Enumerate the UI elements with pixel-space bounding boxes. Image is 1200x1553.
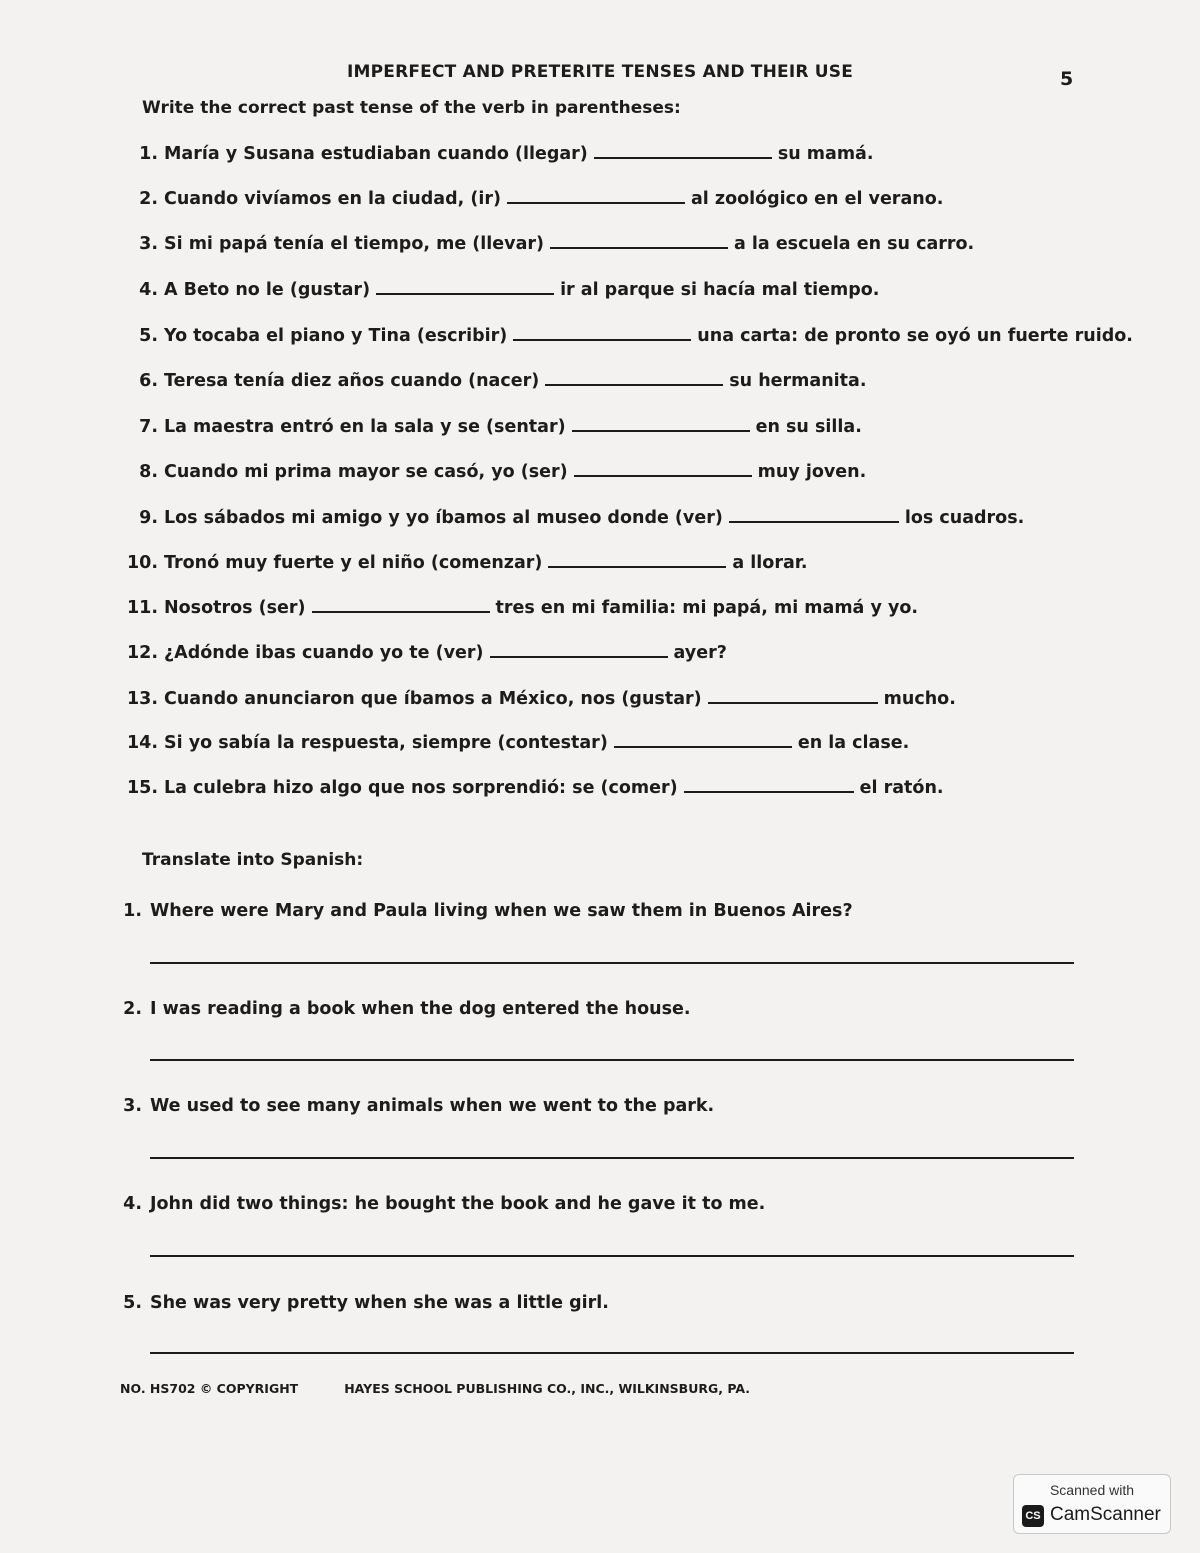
translation-prompt: Where were Mary and Paula living when we saw them in Buenos Aires? [150, 901, 853, 921]
answer-blank[interactable] [550, 233, 728, 249]
exercise-item [118, 596, 918, 620]
translation-prompt: She was very pretty when she was a little girl. [150, 1293, 609, 1313]
exercise-number: 11. [126, 598, 158, 618]
answer-blank[interactable] [614, 732, 792, 748]
translation-prompt: John did two things: he bought the book and he gave it to me. [150, 1194, 766, 1214]
translation-number: 4. [123, 1194, 142, 1214]
exercise-text-after: su mamá. [777, 144, 874, 164]
exercise-text-after: al zoológico en el verano. [690, 189, 944, 209]
page-number: 5 [1060, 68, 1074, 90]
exercise-text-before: Nosotros (ser) [164, 598, 306, 618]
translation-prompt: I was reading a book when the dog entered the house. [150, 999, 691, 1019]
exercise-text-after: en su silla. [755, 417, 862, 437]
exercise-text-after: una carta: de pronto se oyó un fuerte ruido. [697, 326, 1133, 346]
translation-prompt: We used to see many animals when we went to the park. [150, 1096, 715, 1116]
camscanner-brand: CamScanner [1050, 1504, 1161, 1525]
exercise-item [118, 232, 974, 256]
exercise-text-after: el ratón. [859, 778, 944, 798]
exercise-item [118, 187, 943, 211]
exercise-text-after: a llorar. [732, 553, 808, 573]
exercise-text-before: Teresa tenía diez años cuando (nacer) [164, 371, 540, 391]
exercise-text-before: Si yo sabía la respuesta, siempre (contestar) [164, 733, 608, 753]
exercise-text-before: ¿Adónde ibas cuando yo te (ver) [164, 643, 484, 663]
exercise-number: 14. [126, 733, 158, 753]
translation-answer-line[interactable] [150, 1352, 1074, 1354]
translation-item [118, 1096, 714, 1116]
scanned-with-text: Scanned with [1049, 1482, 1135, 1498]
exercise-item [118, 731, 909, 755]
exercise-item [118, 369, 867, 393]
exercise-item [118, 415, 862, 439]
answer-blank[interactable] [708, 688, 878, 704]
exercise-item [118, 278, 879, 302]
exercise-text-before: Tronó muy fuerte y el niño (comenzar) [164, 553, 543, 573]
answer-blank[interactable] [548, 552, 726, 568]
answer-blank[interactable] [490, 642, 668, 658]
exercise-number: 7. [139, 417, 158, 437]
exercise-text-after: mucho. [883, 689, 956, 709]
translation-item [118, 1293, 609, 1313]
translation-answer-line[interactable] [150, 962, 1074, 964]
answer-blank[interactable] [574, 461, 752, 477]
exercise-item [118, 460, 866, 484]
page-title: IMPERFECT AND PRETERITE TENSES AND THEIR USE [346, 62, 854, 82]
exercise-item [118, 506, 1024, 530]
exercise-text-after: en la clase. [797, 733, 910, 753]
exercise-number: 10. [126, 553, 158, 573]
exercise-text-after: su hermanita. [729, 371, 867, 391]
translation-item [118, 901, 853, 921]
exercise-text-before: Cuando mi prima mayor se casó, yo (ser) [164, 462, 568, 482]
camscanner-logo-icon: CS [1022, 1505, 1044, 1527]
translation-answer-line[interactable] [150, 1157, 1074, 1159]
exercise-text-after: a la escuela en su carro. [734, 234, 975, 254]
exercise-number: 12. [126, 643, 158, 663]
translation-item [118, 1194, 765, 1214]
exercise-text-after: tres en mi familia: mi papá, mi mamá y yo. [495, 598, 919, 618]
exercise-number: 9. [139, 508, 158, 528]
answer-blank[interactable] [545, 370, 723, 386]
translation-number: 2. [123, 999, 142, 1019]
translation-item [118, 999, 691, 1019]
answer-blank[interactable] [729, 507, 899, 523]
footer-publisher: HAYES SCHOOL PUBLISHING CO., INC., WILKINSBURG, PA. [344, 1381, 750, 1396]
exercise-text-after: muy joven. [757, 462, 867, 482]
exercise-text-before: La culebra hizo algo que nos sorprendió: se (comer) [164, 778, 678, 798]
exercise-item [118, 142, 874, 166]
exercise-item [118, 551, 808, 575]
exercise-text-after: los cuadros. [904, 508, 1025, 528]
answer-blank[interactable] [594, 143, 772, 159]
exercise-text-before: Los sábados mi amigo y yo íbamos al museo donde (ver) [164, 508, 723, 528]
exercise-item [118, 687, 956, 711]
exercise-text-before: A Beto no le (gustar) [164, 280, 371, 300]
answer-blank[interactable] [507, 188, 685, 204]
translation-number: 5. [123, 1293, 142, 1313]
answer-blank[interactable] [572, 416, 750, 432]
translation-number: 3. [123, 1096, 142, 1116]
exercise-number: 5. [139, 326, 158, 346]
exercise-text-before: Si mi papá tenía el tiempo, me (llevar) [164, 234, 545, 254]
exercise-text-before: Cuando vivíamos en la ciudad, (ir) [164, 189, 501, 209]
answer-blank[interactable] [684, 777, 854, 793]
answer-blank[interactable] [513, 325, 691, 341]
exercise-text-before: La maestra entró en la sala y se (sentar) [164, 417, 566, 437]
exercise-text-before: Yo tocaba el piano y Tina (escribir) [164, 326, 508, 346]
footer-code: NO. HS702 © COPYRIGHT [120, 1381, 299, 1396]
translation-answer-line[interactable] [150, 1255, 1074, 1257]
camscanner-badge [1013, 1474, 1171, 1534]
answer-blank[interactable] [376, 279, 554, 295]
exercise-number: 8. [139, 462, 158, 482]
exercise-number: 3. [139, 234, 158, 254]
exercise-number: 15. [126, 778, 158, 798]
part1-instruction: Write the correct past tense of the verb in parentheses: [142, 98, 681, 118]
exercise-number: 2. [139, 189, 158, 209]
translation-answer-line[interactable] [150, 1059, 1074, 1061]
exercise-number: 4. [139, 280, 158, 300]
exercise-item [118, 776, 944, 800]
exercise-text-after: ayer? [673, 643, 727, 663]
exercise-text-before: María y Susana estudiaban cuando (llegar) [164, 144, 588, 164]
exercise-item [118, 324, 1133, 348]
exercise-text-before: Cuando anunciaron que íbamos a México, nos (gustar) [164, 689, 702, 709]
exercise-number: 6. [139, 371, 158, 391]
exercise-number: 1. [139, 144, 158, 164]
exercise-item [118, 641, 727, 665]
exercise-text-after: ir al parque si hacía mal tiempo. [560, 280, 880, 300]
translation-number: 1. [123, 901, 142, 921]
exercise-number: 13. [126, 689, 158, 709]
part2-instruction: Translate into Spanish: [142, 850, 364, 870]
answer-blank[interactable] [312, 597, 490, 613]
footer [120, 1381, 750, 1396]
